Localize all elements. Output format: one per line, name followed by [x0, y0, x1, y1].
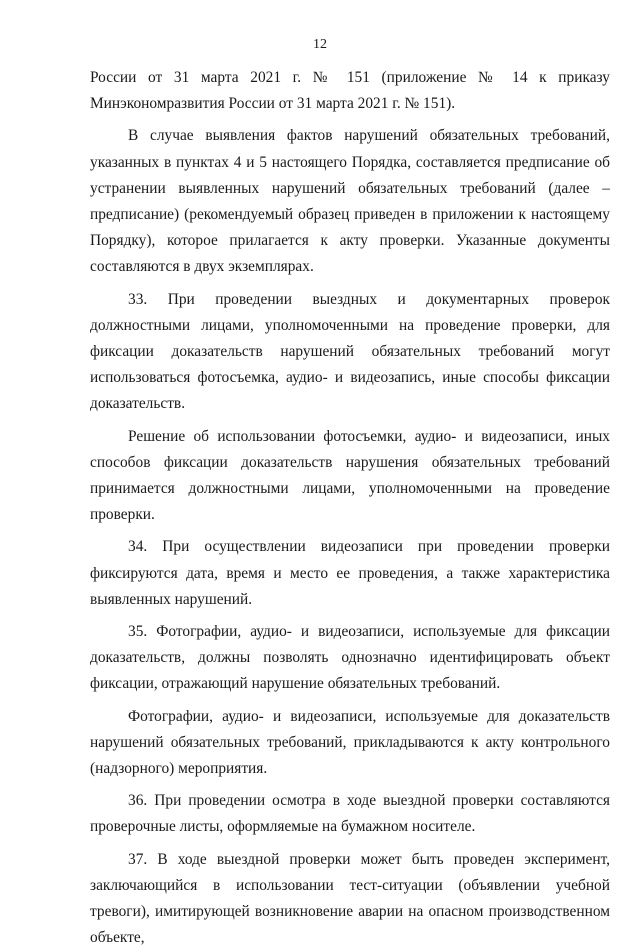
paragraph-item-36: 36. При проведении осмотра в ходе выездной проверки составляются проверочные листы, оформляемые на бумажном носителе.: [90, 792, 610, 836]
paragraph-item-35: 35. Фотографии, аудио- и видеозаписи, используемые для фиксации доказательств, должны позволять однозначно идентифицировать объект фиксации, отражающий нарушение обязательных требований.: [90, 623, 610, 693]
paragraph-photos: Фотографии, аудио- и видеозаписи, используемые для доказательств нарушений обязательных требований, прикладываются к акту контрольного (надзорного) мероприятия.: [90, 707, 610, 778]
page-number: 12: [313, 37, 327, 52]
paragraph-item-34: 34. При осуществлении видеозаписи при проведении проверки фиксируются дата, время и место ее проведения, а также характеристика выявленных нарушений.: [90, 538, 610, 608]
paragraph-prescription: В случае выявления фактов нарушений обязательных требований, указанных в пунктах 4 и 5 настоящего Порядка, составляется предписание об устранении выявленных нарушений обязательных требований (далее – предписание) (рекомендуемый образец приведен в приложении к настоящему Порядку), которое прилагается к акту проверки. Указанные документы составляются в двух экземплярах.: [90, 127, 610, 276]
body-text: [90, 65, 610, 952]
paragraph-continuation: России от 31 марта 2021 г. № 151 (приложение № 14 к приказу Минэкономразвития России от 31 марта 2021 г. № 151).: [90, 69, 610, 113]
paragraph-item-33: 33. При проведении выездных и документарных проверок должностными лицами, уполномоченными на проведение проверки, для фиксации доказательств нарушений обязательных требований могут использоваться фотосъемка, аудио- и видеозапись, иные способы фиксации доказательств.: [90, 290, 610, 413]
paragraph-item-37: 37. В ходе выездной проверки может быть проведен эксперимент, заключающийся в использовании тест-ситуации (объявлении учебной тревоги), имитирующей возникновение аварии на опасном производственном объекте,: [90, 850, 610, 947]
paragraph-decision: Решение об использовании фотосъемки, аудио- и видеозаписи, иных способов фиксации доказательств нарушения обязательных требований принимается должностными лицами, уполномоченными на проведение проверки.: [90, 427, 610, 524]
